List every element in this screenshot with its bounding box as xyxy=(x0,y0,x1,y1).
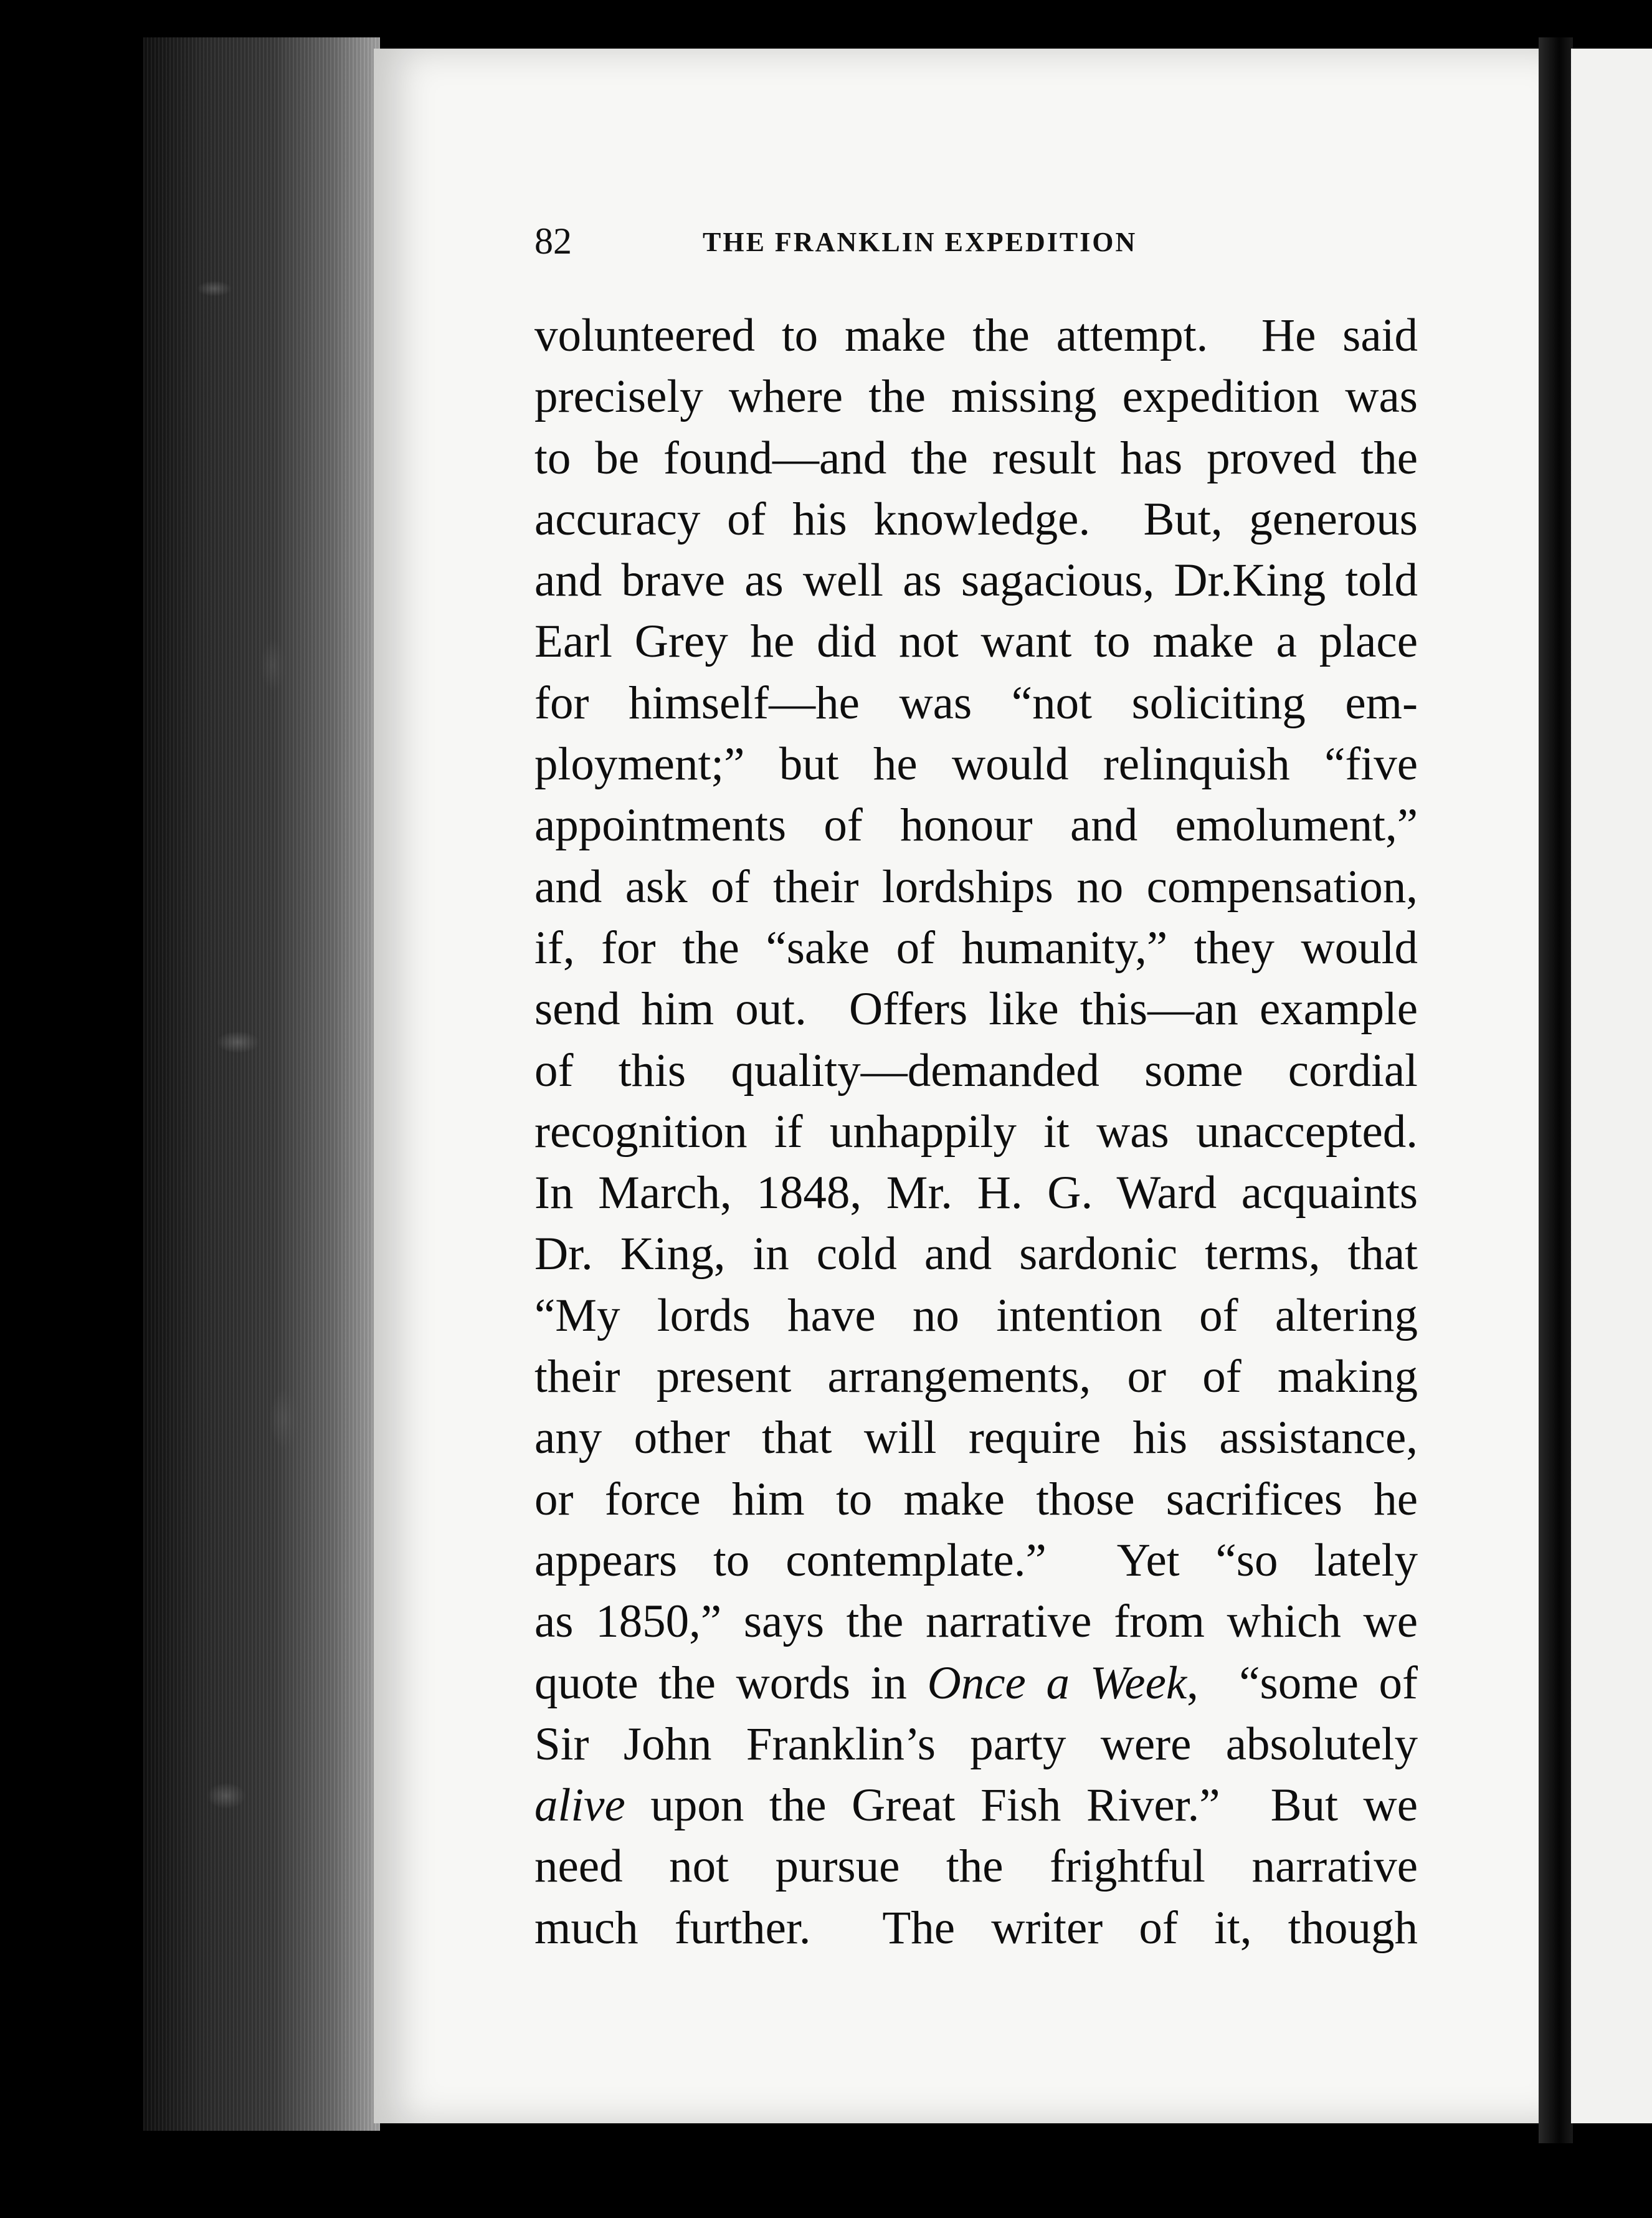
text-run: volunteered to make the attempt. He said xyxy=(534,310,1418,361)
text-run: if, for the “sake of humanity,” they would xyxy=(534,921,1418,974)
text-line xyxy=(534,1653,1418,1714)
text-line xyxy=(534,305,1418,366)
text-line xyxy=(534,1591,1418,1652)
text-run: In March, 1848, Mr. H. G. Ward acquaints xyxy=(534,1167,1418,1219)
text-line xyxy=(534,1102,1418,1163)
text-run: accuracy of his knowledge. But, generous xyxy=(534,493,1418,545)
text-run: Earl Grey he did not want to make a place xyxy=(534,616,1418,668)
text-run: quote the words in xyxy=(534,1657,928,1709)
text-run: as 1850,” says the narrative from which we xyxy=(534,1596,1418,1648)
running-head xyxy=(534,219,1220,263)
text-line xyxy=(534,1530,1418,1591)
text-line xyxy=(534,1163,1418,1224)
text-run: much further. The writer of it, though xyxy=(534,1901,1418,1954)
text-line xyxy=(534,979,1418,1040)
text-run: to be found—and the result has proved the xyxy=(534,432,1418,484)
facing-page-edge xyxy=(1571,49,1652,2123)
italic-text: Once a Week xyxy=(927,1657,1187,1709)
text-run: send him out. Offers like this—an example xyxy=(534,983,1418,1035)
text-run: appears to contemplate.” Yet “so lately xyxy=(534,1534,1418,1586)
text-line xyxy=(534,366,1418,427)
text-run: upon the Great Fish River.” But we xyxy=(625,1779,1418,1832)
text-line xyxy=(534,1346,1418,1407)
text-run: and ask of their lordships no compensation, xyxy=(534,860,1418,913)
running-title: THE FRANKLIN EXPEDITION xyxy=(703,227,1137,257)
text-line xyxy=(534,550,1418,611)
text-line xyxy=(534,1469,1418,1530)
page-number: 82 xyxy=(534,221,572,262)
text-run: Sir John Franklin’s party were absolutely xyxy=(534,1718,1418,1770)
text-run: need not pursue the frightful narrative xyxy=(534,1840,1418,1893)
text-line xyxy=(534,611,1418,672)
text-line xyxy=(534,857,1418,918)
text-run: their present arrangements, or of making xyxy=(534,1351,1418,1403)
text-line xyxy=(534,1836,1418,1897)
italic-text: alive xyxy=(534,1779,625,1832)
text-line xyxy=(534,1407,1418,1468)
text-run: Dr. King, in cold and sardonic terms, that xyxy=(534,1228,1418,1280)
body-text xyxy=(534,305,1418,1959)
text-run: “My lords have no intention of altering xyxy=(534,1289,1418,1341)
text-run: for himself—he was “not soliciting em- xyxy=(534,677,1418,729)
text-run: ployment;” but he would relinquish “five xyxy=(534,738,1418,791)
gutter-shadow xyxy=(1539,37,1573,2143)
text-run: of this quality—demanded some cordial xyxy=(534,1044,1418,1097)
text-line xyxy=(534,918,1418,979)
text-run: recognition if unhappily it was unaccepted. xyxy=(534,1105,1418,1158)
text-line xyxy=(534,795,1418,856)
text-line xyxy=(534,428,1418,489)
text-line xyxy=(534,1224,1418,1285)
text-line xyxy=(534,1040,1418,1102)
text-line xyxy=(534,734,1418,795)
book-fore-edge xyxy=(143,37,380,2131)
text-run: and brave as well as sagacious, Dr.King told xyxy=(534,554,1418,607)
text-run: precisely where the missing expedition was xyxy=(534,371,1418,423)
text-line xyxy=(534,1285,1418,1346)
text-line xyxy=(534,1775,1418,1836)
text-run: appointments of honour and emolument,” xyxy=(534,799,1418,852)
text-line xyxy=(534,1898,1418,1959)
text-line xyxy=(534,1714,1418,1775)
text-run: or force him to make those sacrifices he xyxy=(534,1473,1418,1525)
text-run: any other that will require his assistance, xyxy=(534,1412,1418,1464)
text-line xyxy=(534,673,1418,734)
text-run: , “some of xyxy=(1187,1657,1418,1709)
text-line xyxy=(534,489,1418,550)
